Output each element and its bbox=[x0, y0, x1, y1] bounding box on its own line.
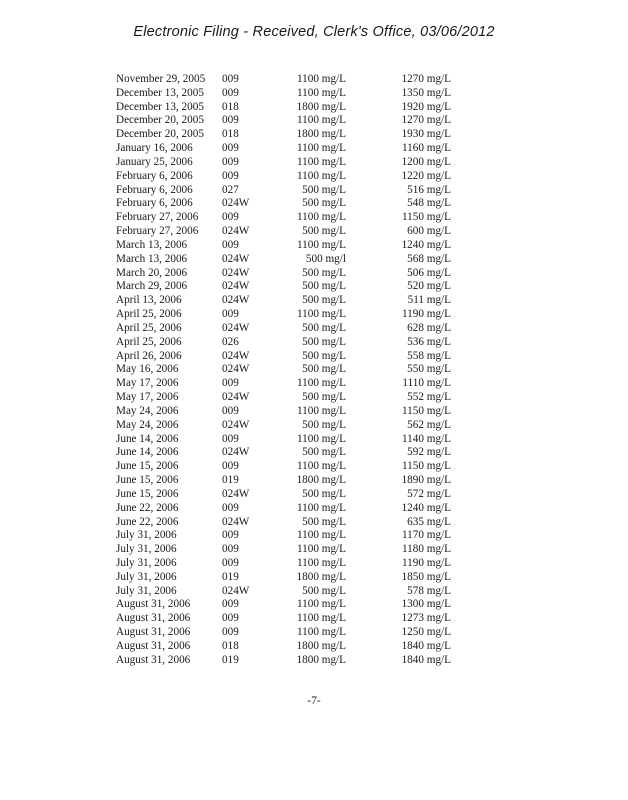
table-row bbox=[0, 516, 628, 530]
outfall-cell: 027 bbox=[222, 183, 239, 196]
limit-cell: 1100 mg/L bbox=[297, 308, 346, 321]
result-cell: 592 mg/L bbox=[407, 446, 451, 459]
table-row bbox=[0, 585, 628, 599]
limit-cell: 1100 mg/L bbox=[297, 598, 346, 611]
date-cell: June 14, 2006 bbox=[116, 432, 179, 445]
table-row bbox=[0, 184, 628, 198]
date-cell: April 26, 2006 bbox=[116, 349, 182, 362]
outfall-cell: 024W bbox=[222, 321, 250, 334]
date-cell: April 25, 2006 bbox=[116, 321, 182, 334]
document-header: Electronic Filing - Received, Clerk's Office, 03/06/2012 bbox=[133, 24, 495, 40]
limit-cell: 1100 mg/L bbox=[297, 501, 346, 514]
result-cell: 572 mg/L bbox=[407, 487, 451, 500]
outfall-cell: 018 bbox=[222, 100, 239, 113]
outfall-cell: 024W bbox=[222, 349, 250, 362]
limit-cell: 500 mg/L bbox=[302, 584, 346, 597]
outfall-cell: 024W bbox=[222, 225, 250, 238]
table-row bbox=[0, 239, 628, 253]
date-cell: December 20, 2005 bbox=[116, 128, 204, 141]
table-row bbox=[0, 626, 628, 640]
result-cell: 1200 mg/L bbox=[401, 155, 451, 168]
outfall-cell: 009 bbox=[222, 155, 239, 168]
table-row bbox=[0, 460, 628, 474]
date-cell: May 17, 2006 bbox=[116, 377, 179, 390]
date-cell: November 29, 2005 bbox=[116, 73, 206, 85]
date-cell: December 13, 2005 bbox=[116, 86, 204, 99]
result-cell: 548 mg/L bbox=[407, 197, 451, 210]
limit-cell: 1100 mg/L bbox=[297, 460, 346, 473]
date-cell: March 29, 2006 bbox=[116, 280, 188, 293]
table-row bbox=[0, 363, 628, 377]
table-row bbox=[0, 197, 628, 211]
page-number: -7- bbox=[307, 695, 321, 707]
limit-cell: 500 mg/L bbox=[302, 294, 346, 307]
limit-cell: 500 mg/L bbox=[302, 183, 346, 196]
result-cell: 552 mg/L bbox=[407, 391, 451, 404]
table-row bbox=[0, 225, 628, 239]
table-row bbox=[0, 571, 628, 585]
date-cell: June 14, 2006 bbox=[116, 446, 179, 459]
table-row bbox=[0, 640, 628, 654]
outfall-cell: 009 bbox=[222, 86, 239, 99]
result-cell: 520 mg/L bbox=[407, 280, 451, 293]
result-cell: 506 mg/L bbox=[407, 266, 451, 279]
result-cell: 1930 mg/L bbox=[401, 128, 451, 141]
limit-cell: 1100 mg/L bbox=[297, 543, 346, 556]
result-cell: 635 mg/L bbox=[407, 515, 451, 528]
table-row bbox=[0, 391, 628, 405]
date-cell: December 20, 2005 bbox=[116, 114, 204, 127]
outfall-cell: 009 bbox=[222, 543, 239, 556]
limit-cell: 1100 mg/L bbox=[297, 612, 346, 625]
result-cell: 558 mg/L bbox=[407, 349, 451, 362]
limit-cell: 500 mg/L bbox=[302, 321, 346, 334]
outfall-cell: 009 bbox=[222, 404, 239, 417]
date-cell: April 25, 2006 bbox=[116, 308, 182, 321]
limit-cell: 1100 mg/L bbox=[297, 155, 346, 168]
table-row bbox=[0, 142, 628, 156]
result-cell: 1300 mg/L bbox=[401, 598, 451, 611]
limit-cell: 1100 mg/L bbox=[297, 238, 346, 251]
date-cell: January 25, 2006 bbox=[116, 155, 193, 168]
outfall-cell: 019 bbox=[222, 570, 239, 583]
result-cell: 1890 mg/L bbox=[401, 474, 451, 487]
table-row bbox=[0, 114, 628, 128]
date-cell: February 27, 2006 bbox=[116, 211, 199, 224]
table-row bbox=[0, 267, 628, 281]
result-cell: 1140 mg/L bbox=[402, 432, 451, 445]
limit-cell: 500 mg/L bbox=[302, 280, 346, 293]
outfall-cell: 026 bbox=[222, 335, 239, 348]
table-row bbox=[0, 308, 628, 322]
result-cell: 1220 mg/L bbox=[401, 169, 451, 182]
limit-cell: 500 mg/L bbox=[302, 446, 346, 459]
outfall-cell: 024W bbox=[222, 363, 250, 376]
outfall-cell: 019 bbox=[222, 653, 239, 666]
outfall-cell: 024W bbox=[222, 418, 250, 431]
table-row bbox=[0, 280, 628, 294]
result-cell: 1180 mg/L bbox=[402, 543, 451, 556]
date-cell: December 13, 2005 bbox=[116, 100, 204, 113]
limit-cell: 1100 mg/L bbox=[297, 211, 346, 224]
table-row bbox=[0, 87, 628, 101]
date-cell: January 16, 2006 bbox=[116, 142, 193, 155]
outfall-cell: 024W bbox=[222, 197, 250, 210]
result-cell: 600 mg/L bbox=[407, 225, 451, 238]
table-row bbox=[0, 211, 628, 225]
table-row bbox=[0, 557, 628, 571]
result-cell: 1350 mg/L bbox=[401, 86, 451, 99]
table-row bbox=[0, 419, 628, 433]
limit-cell: 500 mg/L bbox=[302, 349, 346, 362]
result-cell: 1190 mg/L bbox=[402, 308, 451, 321]
outfall-cell: 009 bbox=[222, 114, 239, 127]
outfall-cell: 024W bbox=[222, 294, 250, 307]
result-cell: 1190 mg/L bbox=[402, 556, 451, 569]
date-cell: May 16, 2006 bbox=[116, 363, 179, 376]
date-cell: June 22, 2006 bbox=[116, 501, 179, 514]
table-row bbox=[0, 474, 628, 488]
date-cell: July 31, 2006 bbox=[116, 584, 177, 597]
outfall-cell: 009 bbox=[222, 501, 239, 514]
result-cell: 536 mg/L bbox=[407, 335, 451, 348]
table-row bbox=[0, 529, 628, 543]
outfall-cell: 009 bbox=[222, 612, 239, 625]
table-row bbox=[0, 488, 628, 502]
outfall-cell: 024W bbox=[222, 487, 250, 500]
date-cell: April 13, 2006 bbox=[116, 294, 182, 307]
limit-cell: 1100 mg/L bbox=[297, 404, 346, 417]
result-cell: 516 mg/L bbox=[407, 183, 451, 196]
table-row bbox=[0, 502, 628, 516]
limit-cell: 1800 mg/L bbox=[296, 100, 346, 113]
outfall-cell: 018 bbox=[222, 128, 239, 141]
limit-cell: 1800 mg/L bbox=[296, 570, 346, 583]
result-cell: 1850 mg/L bbox=[401, 570, 451, 583]
table-row bbox=[0, 253, 628, 267]
limit-cell: 500 mg/L bbox=[302, 335, 346, 348]
date-cell: March 13, 2006 bbox=[116, 252, 188, 265]
limit-cell: 500 mg/L bbox=[302, 515, 346, 528]
table-row bbox=[0, 446, 628, 460]
result-cell: 1150 mg/L bbox=[402, 211, 451, 224]
date-cell: July 31, 2006 bbox=[116, 529, 177, 542]
outfall-cell: 009 bbox=[222, 432, 239, 445]
table-row bbox=[0, 377, 628, 391]
limit-cell: 500 mg/L bbox=[302, 225, 346, 238]
result-cell: 1840 mg/L bbox=[401, 639, 451, 652]
result-cell: 628 mg/L bbox=[407, 321, 451, 334]
outfall-cell: 024W bbox=[222, 391, 250, 404]
result-cell: 511 mg/L bbox=[407, 294, 451, 307]
limit-cell: 1800 mg/L bbox=[296, 474, 346, 487]
result-cell: 550 mg/L bbox=[407, 363, 451, 376]
limit-cell: 1100 mg/L bbox=[297, 556, 346, 569]
date-cell: June 15, 2006 bbox=[116, 487, 179, 500]
table-row bbox=[0, 73, 628, 87]
limit-cell: 500 mg/L bbox=[302, 266, 346, 279]
date-cell: May 17, 2006 bbox=[116, 391, 179, 404]
date-cell: April 25, 2006 bbox=[116, 335, 182, 348]
limit-cell: 500 mg/L bbox=[302, 487, 346, 500]
limit-cell: 1100 mg/L bbox=[297, 626, 346, 639]
limit-cell: 1100 mg/L bbox=[297, 169, 346, 182]
limit-cell: 1100 mg/L bbox=[297, 114, 346, 127]
table-row bbox=[0, 170, 628, 184]
date-cell: July 31, 2006 bbox=[116, 570, 177, 583]
date-cell: February 6, 2006 bbox=[116, 169, 193, 182]
outfall-cell: 024W bbox=[222, 584, 250, 597]
limit-cell: 1100 mg/L bbox=[297, 73, 346, 85]
table-row bbox=[0, 405, 628, 419]
outfall-cell: 009 bbox=[222, 556, 239, 569]
outfall-cell: 024W bbox=[222, 266, 250, 279]
limit-cell: 1800 mg/L bbox=[296, 639, 346, 652]
limit-cell: 1800 mg/L bbox=[296, 128, 346, 141]
date-cell: July 31, 2006 bbox=[116, 556, 177, 569]
outfall-cell: 024W bbox=[222, 515, 250, 528]
result-cell: 1170 mg/L bbox=[402, 529, 451, 542]
result-cell: 1110 mg/L bbox=[402, 377, 451, 390]
result-cell: 1160 mg/L bbox=[402, 142, 451, 155]
outfall-cell: 009 bbox=[222, 73, 239, 85]
limit-cell: 500 mg/L bbox=[302, 197, 346, 210]
date-cell: February 27, 2006 bbox=[116, 225, 199, 238]
limit-cell: 1100 mg/L bbox=[297, 86, 346, 99]
result-cell: 1920 mg/L bbox=[401, 100, 451, 113]
date-cell: August 31, 2006 bbox=[116, 598, 191, 611]
result-cell: 1840 mg/L bbox=[401, 653, 451, 666]
table-row bbox=[0, 128, 628, 142]
outfall-cell: 009 bbox=[222, 142, 239, 155]
outfall-cell: 024W bbox=[222, 252, 250, 265]
date-cell: May 24, 2006 bbox=[116, 418, 179, 431]
limit-cell: 1100 mg/L bbox=[297, 432, 346, 445]
table-row bbox=[0, 350, 628, 364]
table-row bbox=[0, 101, 628, 115]
limit-cell: 1100 mg/L bbox=[297, 377, 346, 390]
outfall-cell: 009 bbox=[222, 238, 239, 251]
outfall-cell: 009 bbox=[222, 460, 239, 473]
result-cell: 1240 mg/L bbox=[401, 501, 451, 514]
limit-cell: 500 mg/L bbox=[302, 391, 346, 404]
table-row bbox=[0, 598, 628, 612]
date-cell: June 15, 2006 bbox=[116, 474, 179, 487]
limit-cell: 1100 mg/L bbox=[297, 142, 346, 155]
result-cell: 568 mg/L bbox=[407, 252, 451, 265]
outfall-cell: 018 bbox=[222, 639, 239, 652]
result-cell: 1150 mg/L bbox=[402, 404, 451, 417]
outfall-cell: 024W bbox=[222, 446, 250, 459]
table-row bbox=[0, 433, 628, 447]
data-table bbox=[0, 73, 628, 668]
date-cell: August 31, 2006 bbox=[116, 626, 191, 639]
table-row bbox=[0, 156, 628, 170]
table-row bbox=[0, 654, 628, 668]
date-cell: August 31, 2006 bbox=[116, 612, 191, 625]
result-cell: 1150 mg/L bbox=[402, 460, 451, 473]
limit-cell: 500 mg/L bbox=[302, 418, 346, 431]
limit-cell: 1800 mg/L bbox=[296, 653, 346, 666]
outfall-cell: 009 bbox=[222, 211, 239, 224]
limit-cell: 500 mg/L bbox=[302, 363, 346, 376]
date-cell: August 31, 2006 bbox=[116, 653, 191, 666]
date-cell: May 24, 2006 bbox=[116, 404, 179, 417]
result-cell: 1273 mg/L bbox=[401, 612, 451, 625]
limit-cell: 1100 mg/L bbox=[297, 529, 346, 542]
outfall-cell: 009 bbox=[222, 308, 239, 321]
outfall-cell: 009 bbox=[222, 529, 239, 542]
outfall-cell: 019 bbox=[222, 474, 239, 487]
result-cell: 1250 mg/L bbox=[401, 626, 451, 639]
outfall-cell: 009 bbox=[222, 377, 239, 390]
date-cell: June 15, 2006 bbox=[116, 460, 179, 473]
result-cell: 1270 mg/L bbox=[401, 73, 451, 85]
table-row bbox=[0, 543, 628, 557]
date-cell: February 6, 2006 bbox=[116, 197, 193, 210]
date-cell: June 22, 2006 bbox=[116, 515, 179, 528]
result-cell: 578 mg/L bbox=[407, 584, 451, 597]
table-row bbox=[0, 322, 628, 336]
outfall-cell: 009 bbox=[222, 626, 239, 639]
outfall-cell: 009 bbox=[222, 169, 239, 182]
date-cell: July 31, 2006 bbox=[116, 543, 177, 556]
outfall-cell: 009 bbox=[222, 598, 239, 611]
table-row bbox=[0, 336, 628, 350]
table-row bbox=[0, 612, 628, 626]
outfall-cell: 024W bbox=[222, 280, 250, 293]
result-cell: 1270 mg/L bbox=[401, 114, 451, 127]
result-cell: 562 mg/L bbox=[407, 418, 451, 431]
date-cell: March 20, 2006 bbox=[116, 266, 188, 279]
date-cell: February 6, 2006 bbox=[116, 183, 193, 196]
result-cell: 1240 mg/L bbox=[401, 238, 451, 251]
limit-cell: 500 mg/l bbox=[305, 252, 346, 265]
date-cell: August 31, 2006 bbox=[116, 639, 191, 652]
date-cell: March 13, 2006 bbox=[116, 238, 188, 251]
table-row bbox=[0, 294, 628, 308]
